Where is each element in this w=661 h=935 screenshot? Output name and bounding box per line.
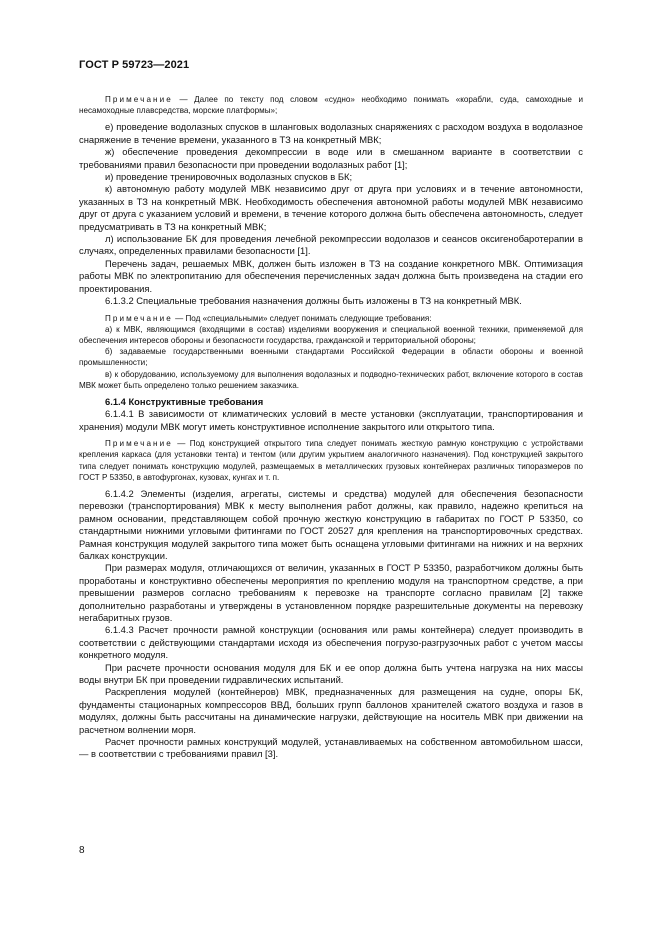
paragraph-6-1-4-3: 6.1.4.3 Расчет прочности рамной конструкции (основания или рамы контейнера) следует производить в соответствии с действующими стандартами исходя из обеспечения погрузо-разгрузочных работ с учетом массы конкретного модуля.: [79, 624, 583, 661]
note-text: — Под «специальными» следует понимать следующие требования:: [172, 313, 432, 323]
paragraph-sizes: При размерах модуля, отличающихся от величин, указанных в ГОСТ Р 53350, разработчиком должны быть проработаны и конструктивно обеспечены мероприятия по креплению модуля на транспортном средстве, а при превышении размеров согласно требованиям к перевозке на транспорте согласно правилам [2] также дополнительно разработаны и утверждены в установленном порядке разрешительные документы на перевозку негабаритных грузов.: [79, 562, 583, 624]
note-special: [79, 313, 583, 324]
note-text: — Далее по тексту под словом «судно» необходимо понимать «корабли, суда, самоходные и несамоходные плавсредства, морские платформы»;: [79, 95, 583, 116]
paragraph-frame-strength: Расчет прочности рамных конструкций модулей, устанавливаемых на собственном автомобильном шасси, — в соответствии с требованиями правил [3].: [79, 736, 583, 760]
paragraph-6-1-4-2: 6.1.4.2 Элементы (изделия, агрегаты, системы и средства) модулей для обеспечения безопасности перевозки (транспортирования) МВК к месту выполнения работ должны, как правило, надежно крепиться на рамном основании, представляющем собой прочную жесткую конструкцию в габаритах по ГОСТ Р 53350, со стандартными нижними угловыми фитингами по ГОСТ 20527 для крепления на транспортировочных средствах. Рамная конструкция модулей закрытого типа может быть оснащена угловыми фитингами на нижних и на верхних балках конструкции.: [79, 487, 583, 561]
list-item-k: к) автономную работу модулей МВК независимо друг от друга при условиях и в течение автономности, указанных в ТЗ на конкретный МВК. Необходимость обеспечения автономной работы модулей МВК независимо друг от друга с указанием условий и времени, в течение которого должна быть обеспечена автономность, следует предусматривать в ТЗ на конкретный МВК;: [79, 183, 583, 232]
page-number: 8: [79, 845, 85, 856]
note-label: Примечание: [105, 95, 173, 104]
list-item-i: и) проведение тренировочных водолазных спусков в БК;: [105, 171, 353, 183]
note-text: — Под конструкцией открытого типа следует понимать жесткую рамную конструкцию с устройствами крепления каркаса (для установки тента) и тентом (или другим укрытием аналогичного назначения). Под конструкцией закрытого типа следует понимать конструкцию модулей, размещаемых в металлических грузовых контейнерах различных типоразмеров по ГОСТ Р 53350, в автофургонах, кузовах, кунгах и т. п.: [79, 439, 583, 482]
list-item-zh: ж) обеспечение проведения декомпрессии в воде или в смешанном варианте в соответствии с требованиями правил безопасности при проведении водолазных работ [1];: [79, 146, 583, 170]
section-heading-6-1-4: 6.1.4 Конструктивные требования: [105, 395, 264, 407]
note-item-b: б) задаваемые государственными военными стандартами Российской Федерации в области обороны и военной промышленности;: [79, 347, 583, 368]
document-body: [79, 94, 583, 761]
list-item-e: е) проведение водолазных спусков в шланговых водолазных снаряжениях с расходом воздуха в водолазное снаряжение в течение времени, указанного в ТЗ на конкретный МВК;: [79, 121, 583, 145]
note-item-a: а) к МВК, являющимся (входящими в состав) изделиями вооружения и специальной военной техники, применяемой для обеспечения интересов обороны и безопасности государства, гражданской и территориальной обороны;: [79, 324, 583, 345]
paragraph-mounting: Раскрепления модулей (контейнеров) МВК, предназначенных для размещения на судне, опоры БК, фундаменты стационарных компрессоров ВВД, больших групп баллонов хранителей сжатого воздуха и газов в модулях, должны быть рассчитаны на динамические нагрузки, действующие на носитель МВК при движении на расчетном волнении моря.: [79, 686, 583, 735]
note-label: Примечание: [105, 313, 173, 323]
document-header: ГОСТ Р 59723—2021: [79, 59, 190, 71]
paragraph-6-1-3-2: 6.1.3.2 Специальные требования назначения должны быть изложены в ТЗ на конкретный МВК.: [105, 295, 522, 307]
paragraph-6-1-4-1: 6.1.4.1 В зависимости от климатических условий в месте установки (эксплуатации, транспортирования и хранения) модули МВК могут иметь конструктивное исполнение закрытого или открытого типа.: [79, 408, 583, 432]
list-item-l: л) использование БК для проведения лечебной рекомпрессии водолазов и сеансов оксигенобаротерапии в случаях, определенных правилами безопасности [1].: [79, 233, 583, 257]
note-label: Примечание: [105, 439, 173, 449]
paragraph-tasks: Перечень задач, решаемых МВК, должен быть изложен в ТЗ на создание конкретного МВК. Оптимизация работы МВК по электропитанию для обеспечения перечисленных задач должна быть произведена на стадии его проектирования.: [79, 257, 583, 294]
paragraph-bk-strength: При расчете прочности основания модуля для БК и ее опор должна быть учтена нагрузка на них массы воды внутри БК при проведении гидравлических испытаний.: [79, 661, 583, 686]
note-construction: [79, 438, 583, 483]
note-dalee: [79, 94, 583, 116]
note-item-v: в) к оборудованию, используемому для выполнения водолазных и подводно-технических работ, включение которого в состав МВК может быть определено только решением заказчика.: [79, 369, 583, 390]
